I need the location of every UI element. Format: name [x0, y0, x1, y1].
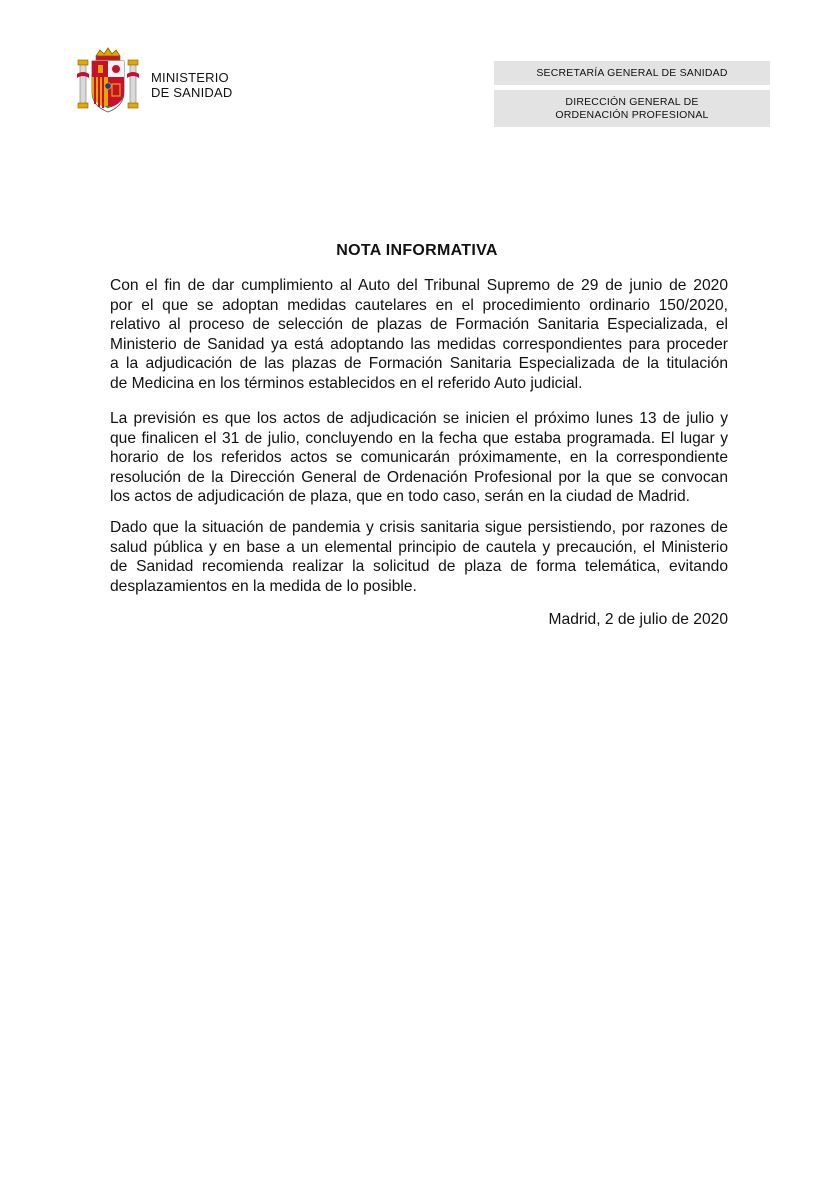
paragraph-3	[110, 518, 728, 596]
paragraph-1	[110, 276, 728, 393]
header-box-direccion-line1: DIRECCIÓN GENERAL DE	[565, 95, 699, 108]
paragraph-line: de Sanidad recomienda realizar la solicitud de plaza de forma telemática, evitando	[110, 558, 728, 575]
document-date: Madrid, 2 de julio de 2020	[548, 611, 728, 628]
header-box-direccion	[494, 90, 770, 127]
paragraph-line: por el que se adoptan medidas cautelares en el procedimiento ordinario 150/2020,	[110, 296, 728, 314]
header-box-secretaria-text: SECRETARÍA GENERAL DE SANIDAD	[536, 66, 728, 79]
coat-of-arms-emblem	[76, 46, 140, 116]
paragraph-line: que finalicen el 31 de julio, concluyendo en la fecha que estaba programada. El lugar y	[110, 429, 728, 447]
paragraph-line: Dado que la situación de pandemia y crisis sanitaria sigue persistiendo, por razones de	[110, 519, 728, 536]
ministry-name-line1: MINISTERIO	[151, 70, 229, 85]
paragraph-line: Con el fin de dar cumplimiento al Auto del Tribunal Supremo de 29 de junio de 2020	[110, 277, 728, 294]
ministry-name-line2: DE SANIDAD	[151, 85, 233, 100]
paragraph-line: Ministerio de Sanidad ya está adoptando las medidas correspondientes para proceder	[110, 335, 728, 353]
paragraph-line: a la adjudicación de las plazas de Formación Sanitaria Especializada de la titulación	[110, 355, 728, 372]
paragraph-2	[110, 409, 728, 507]
document-title: NOTA INFORMATIVA	[336, 242, 498, 259]
header-box-secretaria	[494, 61, 770, 85]
paragraph-line: salud pública y en base a un elemental principio de cautela y precaución, el Ministerio	[110, 538, 728, 556]
header-box-direccion-line2: ORDENACIÓN PROFESIONAL	[555, 108, 709, 121]
paragraph-line: La previsión es que los actos de adjudicación se inicien el próximo lunes 13 de julio y	[110, 410, 728, 427]
paragraph-line: los actos de adjudicación de plaza, que en todo caso, serán en la ciudad de Madrid.	[110, 488, 690, 505]
ministry-name	[151, 70, 232, 100]
paragraph-line: resolución de la Dirección General de Ordenación Profesional por la que se convocan	[110, 468, 728, 486]
paragraph-line: relativo al proceso de selección de plazas de Formación Sanitaria Especializada, el	[110, 316, 728, 333]
paragraph-line: desplazamientos en la medida de lo posible.	[110, 577, 417, 595]
paragraph-line: de Medicina en los términos establecidos en el referido Auto judicial.	[110, 374, 583, 392]
paragraph-line: horario de los referidos actos se comunicarán próximamente, en la correspondiente	[110, 449, 728, 466]
